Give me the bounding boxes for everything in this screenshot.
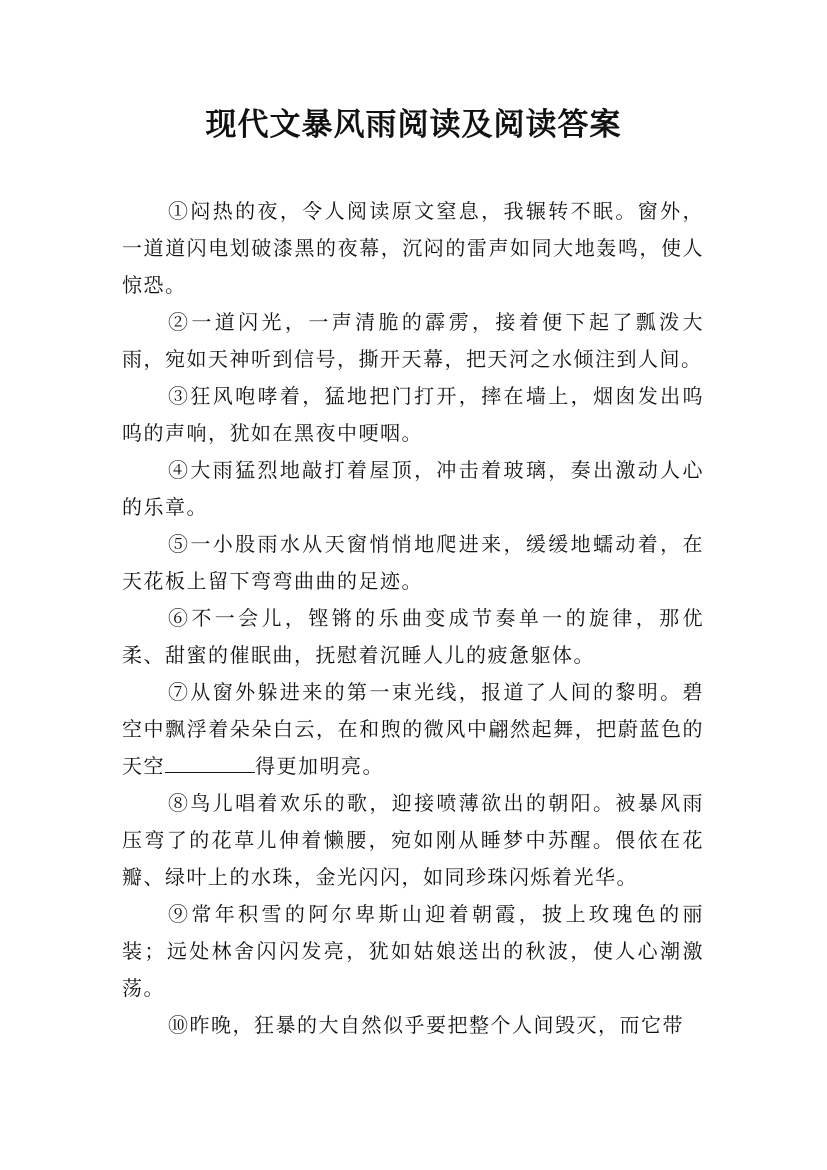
paragraph-3: ③狂风咆哮着，猛地把门打开，摔在墙上，烟囱发出呜呜的声响，犹如在黑夜中哽咽。 [122,384,704,445]
paragraph-1: ①闷热的夜，令人阅读原文窒息，我辗转不眠。窗外，一道道闪电划破漆黑的夜幕，沉闷的雷声如同大地轰鸣，使人惊恐。 [122,199,704,297]
paragraph-10: ⑩昨晚，狂暴的大自然似乎要把整个人间毁灭，而它带 [168,1013,684,1037]
paragraph-5: ⑤一小股雨水从天窗悄悄地爬进来，缓缓地蠕动着，在天花板上留下弯弯曲曲的足迹。 [122,532,704,593]
paragraph-4: ④大雨猛烈地敲打着屋顶，冲击着玻璃，奏出激动人心的乐章。 [122,458,704,519]
document-body [122,193,704,1044]
document-title: 现代文暴风雨阅读及阅读答案 [205,107,622,143]
paragraph-6: ⑥不一会儿，铿锵的乐曲变成节奏单一的旋律，那优柔、甜蜜的催眠曲，抚慰着沉睡人儿的疲惫躯体。 [122,606,704,667]
paragraph-2: ②一道闪光，一声清脆的霹雳，接着便下起了瓢泼大雨，宛如天神听到信号，撕开天幕，把天河之水倾注到人间。 [122,310,704,371]
paragraph-7-after-blank: 得更加明亮。 [255,754,384,778]
paragraph-9: ⑨常年积雪的阿尔卑斯山迎着朝霞，披上玫瑰色的丽装；远处林舍闪闪发亮，犹如姑娘送出的秋波，使人心潮激荡。 [122,902,704,1000]
paragraph-8: ⑧鸟儿唱着欢乐的歌，迎接喷薄欲出的朝阳。被暴风雨压弯了的花草儿伸着懒腰，宛如刚从睡梦中苏醒。偎依在花瓣、绿叶上的水珠，金光闪闪，如同珍珠闪烁着光华。 [122,791,704,889]
paragraph-7 [122,674,704,785]
paragraph-7-before-blank: ⑦从窗外躲进来的第一束光线，报道了人间的黎明。碧空中飘浮着朵朵白云，在和煦的微风中翩然起舞，把蔚蓝色的天空 [122,680,704,778]
fill-in-blank [165,754,255,773]
